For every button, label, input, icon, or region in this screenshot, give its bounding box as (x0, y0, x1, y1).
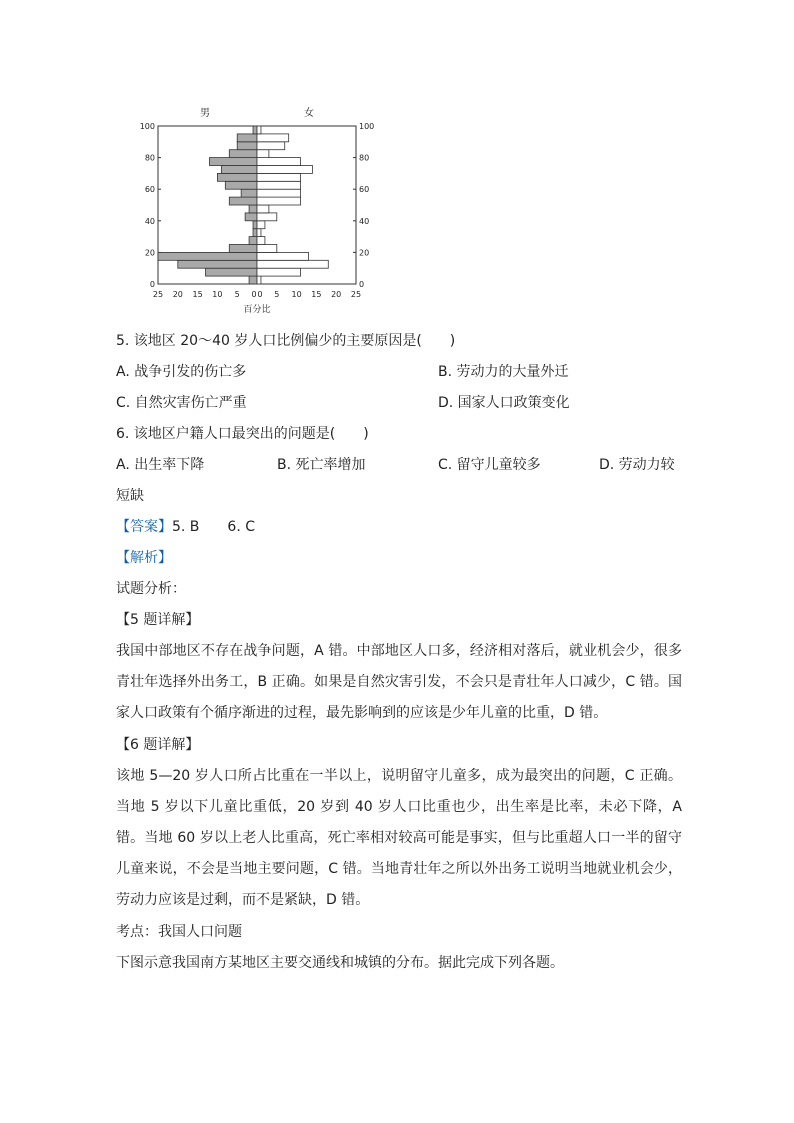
bar-female (257, 213, 277, 221)
bar-male (217, 173, 257, 181)
bar-male (253, 221, 257, 229)
bar-female (257, 252, 308, 260)
bar-male (178, 260, 257, 268)
y-tick-right: 0 (359, 280, 365, 289)
bar-male (158, 252, 257, 260)
bar-female (257, 260, 328, 268)
bar-female (257, 245, 277, 253)
next-section-intro: 下图示意我国南方某地区主要交通线和城镇的分布。据此完成下列各题。 (116, 955, 564, 971)
x-tick-label: 5 (234, 290, 240, 299)
q6-detail-text: 该地 5—20 岁人口所占比重在一半以上，说明留守儿童多，成为最突出的问题，C 正确。当地 5 岁以下儿童比重低，20 岁到 40 岁人口比重也少，出生率是比率，未必下降，A 错。当地 60 岁以上老人比重高，死亡率相对较高可能是事实，但与比重超人口一半的留守儿童来说，不会是当地主要问题，C 错。当地青壮年之所以外出务工说明当地就业机会少，劳动力应该是过剩，而不是紧缺，D 错。 (116, 768, 682, 908)
x-tick-label: 20 (331, 290, 342, 299)
title-female: 女 (304, 108, 314, 119)
question-6-stem: 6. 该地区户籍人口最突出的问题是( ) (116, 426, 369, 442)
bar-male (253, 229, 257, 237)
q5-detail-tag: 【5 题详解】 (116, 612, 200, 628)
y-tick-left: 100 (139, 122, 155, 131)
answer-line (116, 517, 255, 537)
population-pyramid-chart (136, 100, 386, 320)
x-tick-label: 10 (212, 290, 223, 299)
bar-male (206, 268, 257, 276)
bar-male (249, 276, 257, 284)
kaodian-line: 考点：我国人口问题 (116, 924, 242, 940)
answer-tag: 【答案】 (116, 519, 172, 535)
q6-option-d[interactable]: D. 劳动力较 (599, 457, 675, 473)
bar-male (245, 213, 257, 221)
analysis-intro: 试题分析： (116, 581, 186, 597)
bar-female (257, 276, 261, 284)
bar-female (257, 189, 301, 197)
bar-male (249, 205, 257, 213)
bar-male (229, 245, 257, 253)
y-tick-right: 80 (359, 153, 370, 163)
bar-female (257, 150, 269, 158)
q6-option-d-wrap: 短缺 (116, 488, 144, 504)
answer-text: 5. B 6. C (172, 519, 255, 535)
x-tick-label: 15 (311, 290, 322, 299)
x-tick-label: 0 (251, 290, 257, 299)
x-tick-label: 15 (192, 290, 203, 299)
bar-female (257, 158, 301, 166)
q6-option-a[interactable]: A. 出生率下降 (116, 457, 205, 473)
bar-male (209, 158, 257, 166)
bar-female (257, 173, 301, 181)
bar-female (257, 126, 261, 134)
y-tick-left: 60 (144, 185, 155, 195)
q6-detail-tag: 【6 题详解】 (116, 737, 200, 753)
bar-male (237, 134, 257, 142)
y-tick-right: 100 (359, 122, 375, 131)
q6-option-c[interactable]: C. 留守儿童较多 (438, 457, 541, 473)
analysis-tag: 【解析】 (116, 550, 172, 566)
bar-female (257, 221, 265, 229)
bar-female (257, 134, 289, 142)
bar-male (229, 197, 257, 205)
q5-detail-text: 我国中部地区不存在战争问题，A 错。中部地区人口多，经济相对落后，就业机会少，很多青壮年选择外出务工，B 正确。如果是自然灾害引发，不会只是青壮年人口减少，C 错。国家人口政策有个循序渐进的过程，最先影响到的应该是少年儿童的比重，D 错。 (116, 643, 682, 721)
x-tick-label: 5 (274, 290, 280, 299)
bar-male (249, 237, 257, 245)
y-tick-left: 40 (144, 216, 155, 226)
bar-female (257, 197, 301, 205)
x-tick-label: 20 (172, 290, 183, 299)
bar-female (257, 237, 265, 245)
bar-male (241, 189, 257, 197)
x-axis-label: 百分比 (243, 305, 271, 315)
bar-male (221, 166, 257, 174)
y-tick-right: 60 (359, 185, 370, 195)
x-tick-label: 0 (257, 290, 263, 299)
y-tick-left: 20 (144, 248, 155, 258)
y-tick-left: 0 (149, 280, 155, 289)
q6-option-b[interactable]: B. 死亡率增加 (277, 457, 366, 473)
bar-female (257, 268, 301, 276)
pyramid-svg (136, 100, 386, 320)
q5-option-c[interactable]: C. 自然灾害伤亡严重 (116, 395, 247, 411)
q5-option-a[interactable]: A. 战争引发的伤亡多 (116, 364, 247, 380)
bar-female (257, 205, 269, 213)
x-tick-label: 25 (350, 290, 362, 299)
bar-male (253, 126, 257, 134)
title-male: 男 (200, 108, 210, 119)
x-tick-label: 10 (291, 290, 302, 299)
q5-option-d[interactable]: D. 国家人口政策变化 (438, 395, 570, 411)
y-tick-right: 20 (359, 248, 370, 258)
question-5-stem: 5. 该地区 20～40 岁人口比例偏少的主要原因是( ) (116, 333, 456, 349)
y-tick-right: 40 (359, 216, 370, 226)
bar-female (257, 181, 301, 189)
bar-male (237, 142, 257, 150)
bar-male (225, 181, 257, 189)
bar-female (257, 142, 285, 150)
bar-female (257, 229, 261, 237)
x-tick-label: 25 (152, 290, 164, 299)
bar-male (229, 150, 257, 158)
y-tick-left: 80 (144, 153, 155, 163)
bar-female (257, 166, 312, 174)
q5-option-b[interactable]: B. 劳动力的大量外迁 (438, 364, 569, 380)
